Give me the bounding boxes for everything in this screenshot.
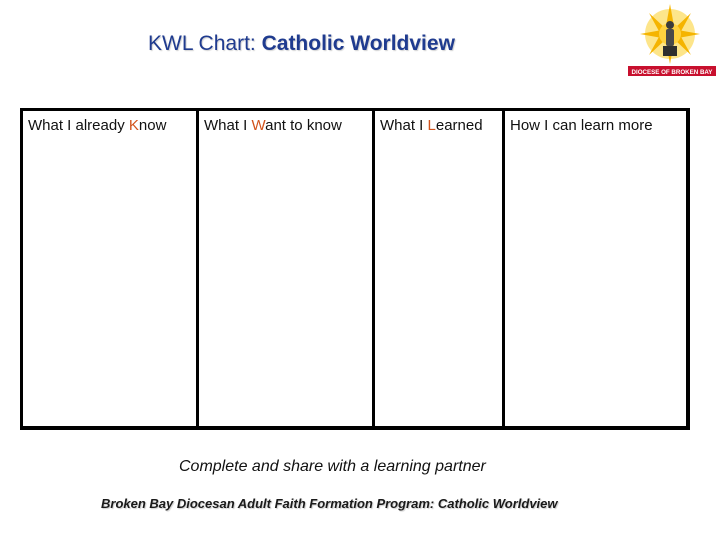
page-title [148, 30, 455, 58]
title-prefix: KWL Chart: [148, 32, 262, 55]
column-header-want: What I Want to know [204, 117, 342, 134]
column-learn-more [502, 111, 686, 426]
column-learned [372, 111, 502, 426]
column-know [23, 111, 196, 426]
column-header-learned: What I Learned [380, 117, 483, 134]
diocese-logo [624, 0, 720, 80]
column-want [196, 111, 372, 426]
title-topic: Catholic Worldview [261, 32, 455, 55]
logo-text: DIOCESE OF BROKEN BAY [631, 68, 713, 76]
column-header-learn-more: How I can learn more [510, 117, 653, 134]
program-credit: Broken Bay Diocesan Adult Faith Formation Program: Catholic Worldview [101, 496, 558, 511]
column-header-know: What I already Know [28, 117, 167, 134]
kwl-table [20, 108, 690, 430]
instruction-note: Complete and share with a learning partner [179, 458, 486, 475]
